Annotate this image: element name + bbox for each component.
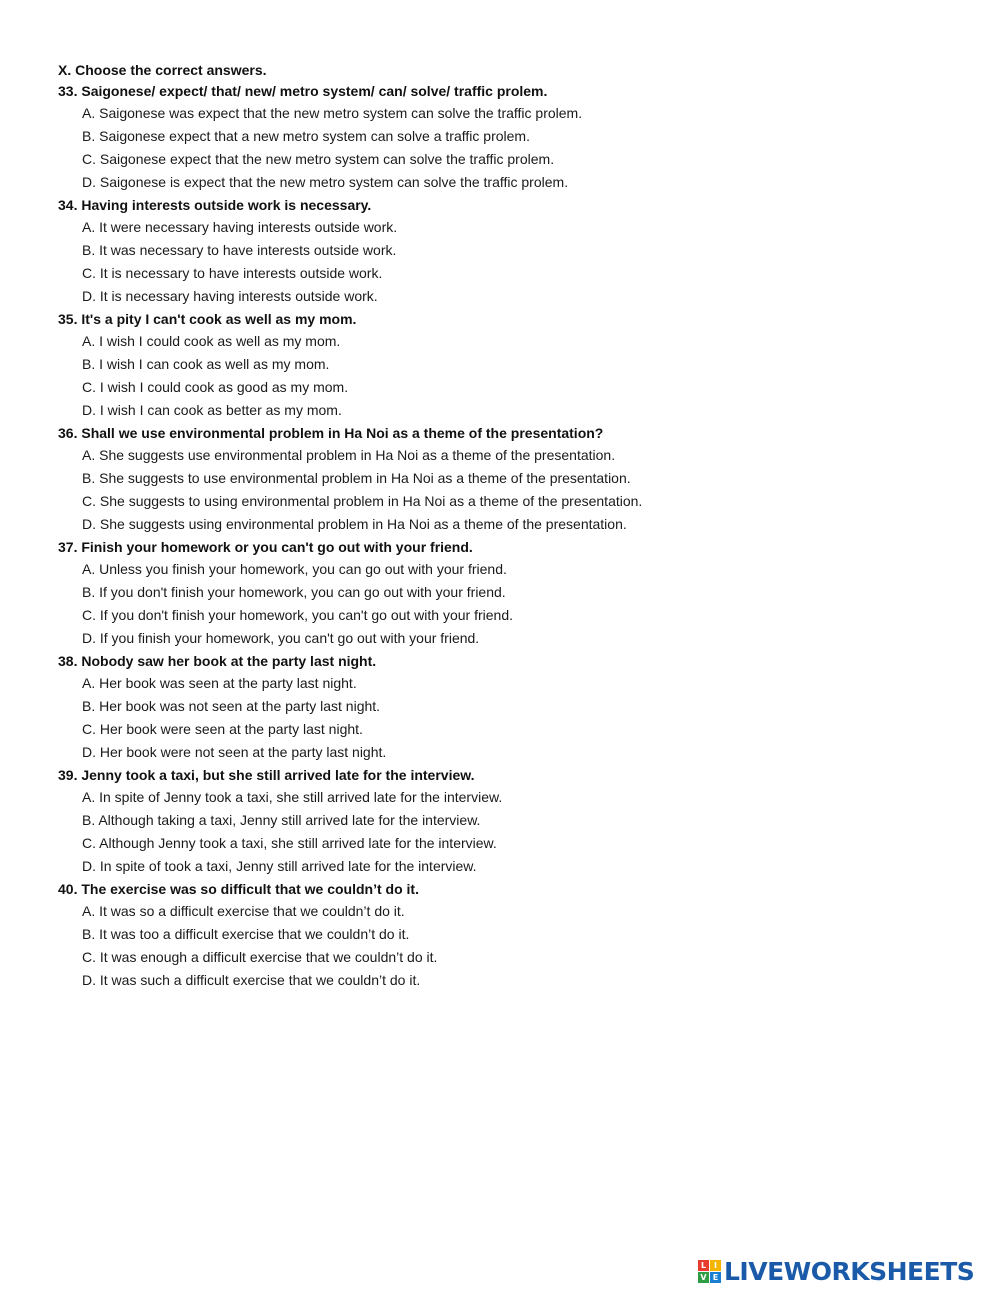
answer-option-a[interactable]: A. She suggests use environmental problem in Ha Noi as a theme of the presentation. xyxy=(82,447,616,463)
answer-option-c[interactable]: C. Although Jenny took a taxi, she still arrived late for the interview. xyxy=(82,835,497,851)
question-block xyxy=(58,80,958,194)
question-block xyxy=(58,422,958,536)
answer-option-c[interactable]: C. Her book were seen at the party last night. xyxy=(82,721,363,737)
question-block xyxy=(58,194,958,308)
logo-tile-e: E xyxy=(710,1272,721,1283)
answer-option-b[interactable]: B. It was too a difficult exercise that we couldn’t do it. xyxy=(82,926,410,942)
liveworksheets-icon xyxy=(698,1260,721,1283)
answer-option-c[interactable]: C. She suggests to using environmental problem in Ha Noi as a theme of the presentation. xyxy=(82,493,643,509)
answer-option-a[interactable]: A. Her book was seen at the party last night. xyxy=(82,675,357,691)
question-stem: 35. It's a pity I can't cook as well as my mom. xyxy=(58,311,357,327)
logo-tile-i: I xyxy=(710,1260,721,1271)
section-title: X. Choose the correct answers. xyxy=(58,62,267,78)
answer-option-a[interactable]: A. It were necessary having interests outside work. xyxy=(82,219,398,235)
answer-option-b[interactable]: B. Saigonese expect that a new metro system can solve a traffic prolem. xyxy=(82,128,530,144)
answer-option-b[interactable]: B. If you don't finish your homework, you can go out with your friend. xyxy=(82,584,506,600)
answer-option-a[interactable]: A. Unless you finish your homework, you can go out with your friend. xyxy=(82,561,507,577)
answer-option-c[interactable]: C. I wish I could cook as good as my mom. xyxy=(82,379,349,395)
answer-option-d[interactable]: D. In spite of took a taxi, Jenny still arrived late for the interview. xyxy=(82,858,477,874)
answer-option-d[interactable]: D. If you finish your homework, you can't go out with your friend. xyxy=(82,630,480,646)
answer-option-d[interactable]: D. It was such a difficult exercise that we couldn’t do it. xyxy=(82,972,421,988)
answer-option-a[interactable]: A. In spite of Jenny took a taxi, she still arrived late for the interview. xyxy=(82,789,503,805)
answer-option-b[interactable]: B. It was necessary to have interests outside work. xyxy=(82,242,397,258)
answer-option-c[interactable]: C. It was enough a difficult exercise that we couldn’t do it. xyxy=(82,949,438,965)
answer-option-d[interactable]: D. She suggests using environmental problem in Ha Noi as a theme of the presentation. xyxy=(82,516,627,532)
answer-option-b[interactable]: B. Her book was not seen at the party last night. xyxy=(82,698,381,714)
brand-name: LIVEWORKSHEETS xyxy=(724,1256,975,1286)
answer-option-d[interactable]: D. I wish I can cook as better as my mom. xyxy=(82,402,342,418)
answer-option-b[interactable]: B. I wish I can cook as well as my mom. xyxy=(82,356,330,372)
question-block xyxy=(58,536,958,650)
answer-option-b[interactable]: B. She suggests to use environmental problem in Ha Noi as a theme of the presentation. xyxy=(82,470,631,486)
question-stem: 38. Nobody saw her book at the party last night. xyxy=(58,653,377,669)
question-stem: 39. Jenny took a taxi, but she still arrived late for the interview. xyxy=(58,767,475,783)
question-stem: 37. Finish your homework or you can't go out with your friend. xyxy=(58,539,473,555)
logo-tile-l: L xyxy=(698,1260,709,1271)
answer-option-a[interactable]: A. I wish I could cook as well as my mom. xyxy=(82,333,341,349)
answer-option-d[interactable]: D. Her book were not seen at the party last night. xyxy=(82,744,387,760)
question-stem: 40. The exercise was so difficult that we couldn’t do it. xyxy=(58,881,419,897)
answer-option-a[interactable]: A. Saigonese was expect that the new metro system can solve the traffic prolem. xyxy=(82,105,583,121)
question-stem: 33. Saigonese/ expect/ that/ new/ metro system/ can/ solve/ traffic prolem. xyxy=(58,83,548,99)
answer-option-b[interactable]: B. Although taking a taxi, Jenny still arrived late for the interview. xyxy=(82,812,481,828)
answer-option-c[interactable]: C. Saigonese expect that the new metro system can solve the traffic prolem. xyxy=(82,151,555,167)
question-block xyxy=(58,308,958,422)
liveworksheets-logo xyxy=(698,1256,974,1286)
answer-option-d[interactable]: D. It is necessary having interests outside work. xyxy=(82,288,378,304)
answer-option-c[interactable]: C. If you don't finish your homework, you can't go out with your friend. xyxy=(82,607,514,623)
question-block xyxy=(58,650,958,764)
question-stem: 36. Shall we use environmental problem in Ha Noi as a theme of the presentation? xyxy=(58,425,604,441)
logo-tile-v: V xyxy=(698,1272,709,1283)
question-block xyxy=(58,764,958,878)
worksheet xyxy=(58,60,958,992)
question-block xyxy=(58,878,958,992)
answer-option-d[interactable]: D. Saigonese is expect that the new metro system can solve the traffic prolem. xyxy=(82,174,569,190)
answer-option-a[interactable]: A. It was so a difficult exercise that we couldn’t do it. xyxy=(82,903,405,919)
answer-option-c[interactable]: C. It is necessary to have interests outside work. xyxy=(82,265,383,281)
question-list xyxy=(58,80,958,992)
question-stem: 34. Having interests outside work is necessary. xyxy=(58,197,372,213)
